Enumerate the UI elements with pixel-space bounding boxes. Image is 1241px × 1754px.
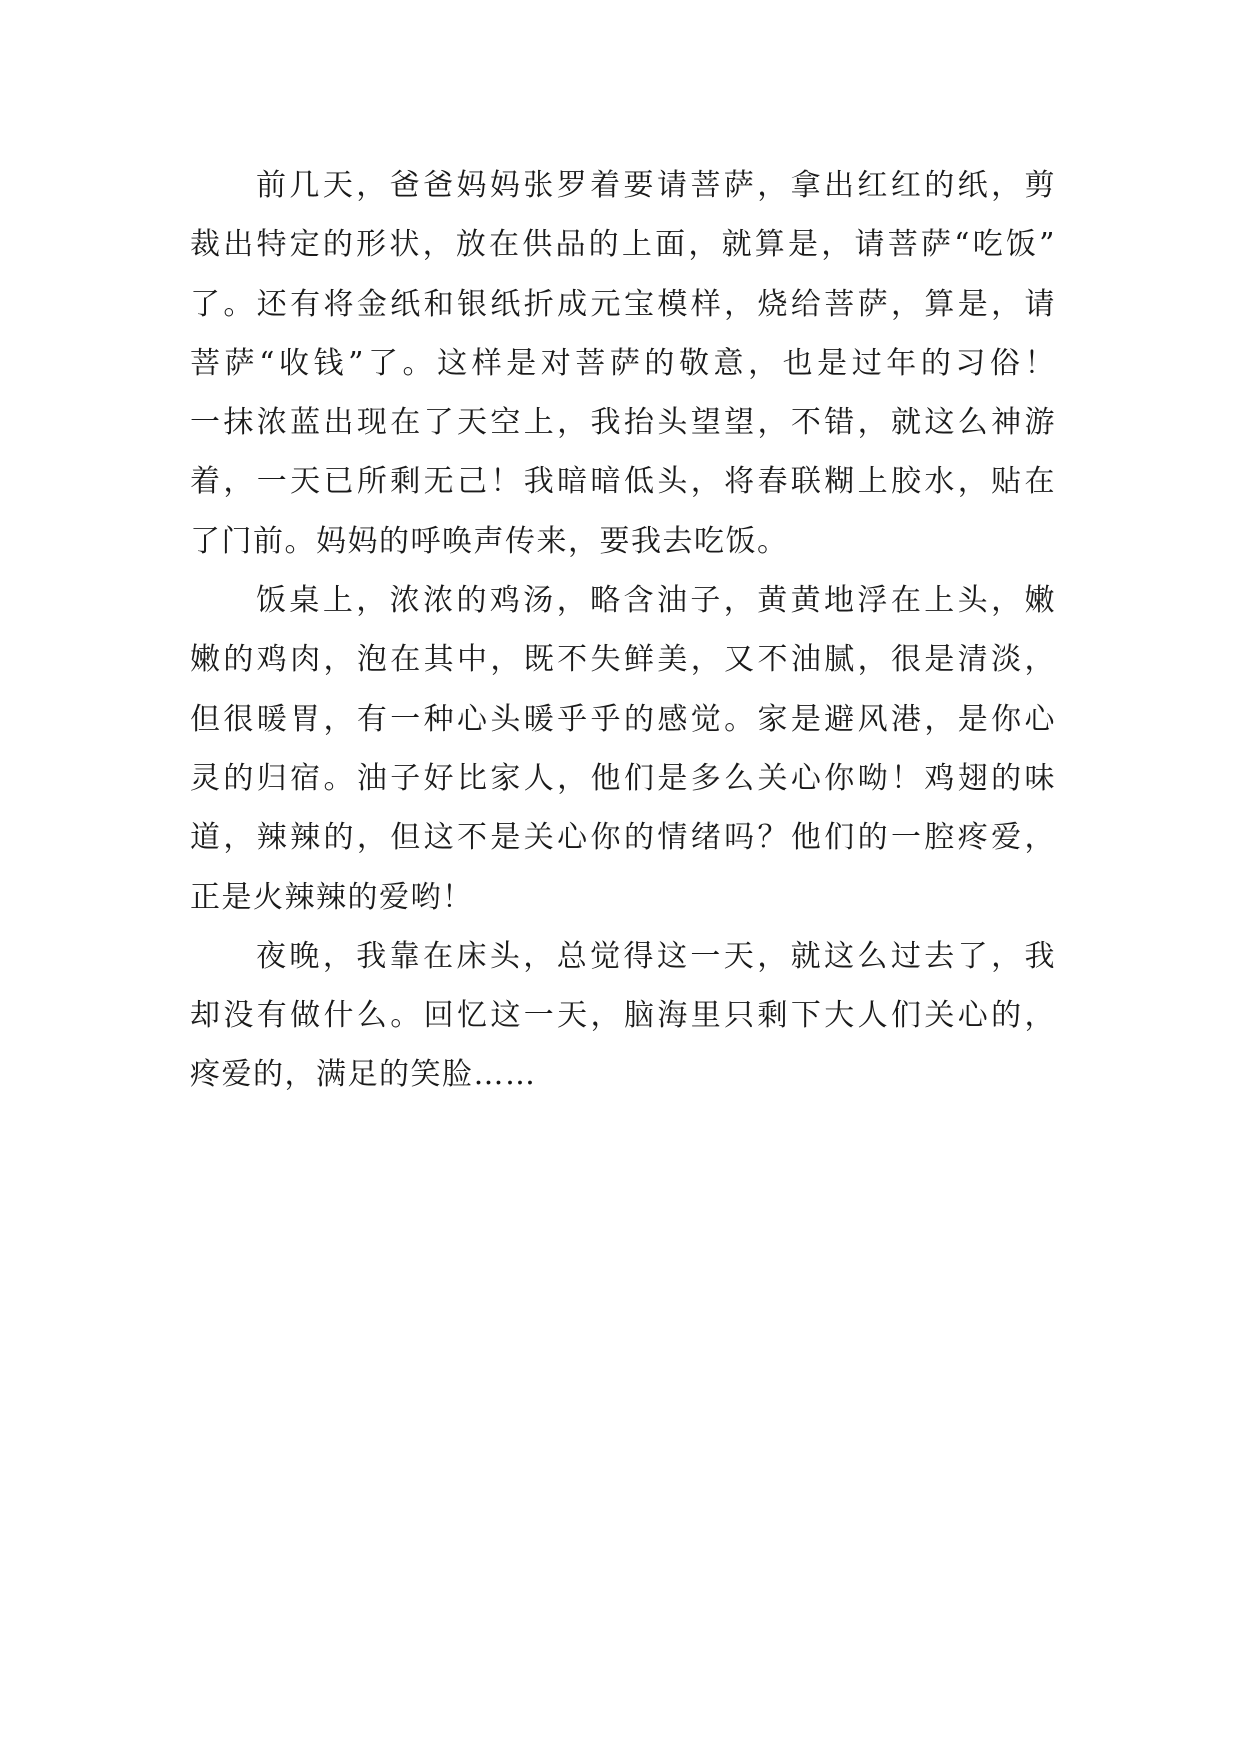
text-line: 灵的归宿。油子好比家人，他们是多么关心你呦！鸡翅的味	[190, 760, 1056, 796]
text-line: 了门前。妈妈的呼唤声传来，要我去吃饭。	[190, 523, 789, 559]
text-line: 夜晚，我靠在床头，总觉得这一天，就这么过去了，我	[256, 938, 1056, 974]
paragraph-3	[190, 927, 1056, 1105]
text-line: 饭桌上，浓浓的鸡汤，略含油子，黄黄地浮在上头，嫩	[256, 583, 1056, 619]
text-line: 一抹浓蓝出现在了天空上，我抬头望望，不错，就这么神游	[190, 405, 1056, 441]
text-line: 菩萨“收钱”了。这样是对菩萨的敬意，也是过年的习俗！	[190, 345, 1056, 381]
text-line: 却没有做什么。回忆这一天，脑海里只剩下大人们关心的，	[190, 998, 1056, 1034]
text-line: 着，一天已所剩无己！我暗暗低头，将春联糊上胶水，贴在	[190, 464, 1056, 500]
text-line: 但很暖胃，有一种心头暖乎乎的感觉。家是避风港，是你心	[190, 701, 1056, 737]
text-line: 正是火辣辣的爱哟！	[190, 879, 474, 915]
essay-body	[190, 156, 1056, 1105]
text-line: 裁出特定的形状，放在供品的上面，就算是，请菩萨“吃饭”	[190, 227, 1056, 263]
text-line: 了。还有将金纸和银纸折成元宝模样，烧给菩萨，算是，请	[190, 286, 1056, 322]
text-line: 疼爱的，满足的笑脸……	[190, 1057, 537, 1093]
paragraph-2	[190, 571, 1056, 927]
paragraph-1	[190, 156, 1056, 571]
text-line: 前几天，爸爸妈妈张罗着要请菩萨，拿出红红的纸，剪	[256, 168, 1056, 203]
text-line: 道，辣辣的，但这不是关心你的情绪吗？他们的一腔疼爱，	[190, 820, 1056, 856]
text-line: 嫩的鸡肉，泡在其中，既不失鲜美，又不油腻，很是清淡，	[190, 642, 1056, 678]
